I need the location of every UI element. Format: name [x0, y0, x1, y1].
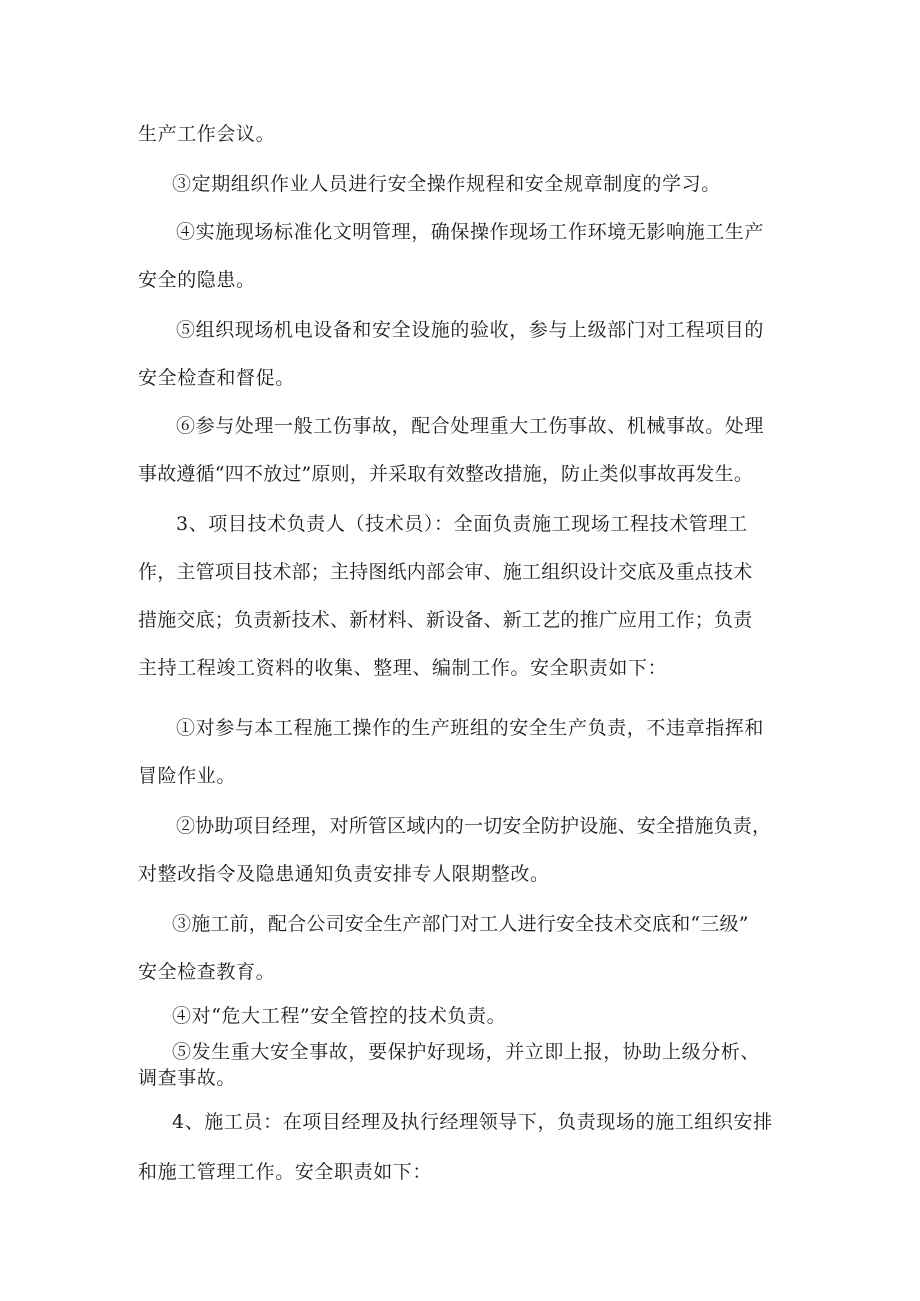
text-line: 措施交底；负责新技术、新材料、新设备、新工艺的推广应用工作；负责 — [138, 609, 753, 631]
text-line: ③定期组织作业人员进行安全操作规程和安全规章制度的学习。 — [172, 173, 721, 195]
text-line: 调查事故。 — [138, 1067, 237, 1089]
text-line: ④对“危大工程”安全管控的技术负责。 — [172, 1005, 507, 1027]
text-line: 4、施工员：在项目经理及执行经理领导下，负责现场的施工组织安排 — [172, 1111, 773, 1133]
text-line: 对整改指令及隐患通知负责安排专人限期整改。 — [138, 863, 550, 885]
text-line: 主持工程竣工资料的收集、整理、编制工作。安全职责如下： — [138, 657, 668, 679]
text-line: 事故遵循“四不放过”原则，并采取有效整改措施，防止类似事故再发生。 — [138, 463, 754, 485]
text-line: ⑥参与处理一般工伤事故，配合处理重大工伤事故、机械事故。处理 — [176, 415, 765, 437]
text-line: ④实施现场标准化文明管理，确保操作现场工作环境无影响施工生产 — [176, 221, 765, 243]
text-line: ①对参与本工程施工操作的生产班组的安全生产负责，不违章指挥和 — [176, 717, 765, 739]
text-line: 3、项目技术负责人（技术员）：全面负责施工现场工程技术管理工 — [176, 513, 748, 535]
text-line: ⑤组织现场机电设备和安全设施的验收，参与上级部门对工程项目的 — [176, 319, 765, 341]
text-line: ③施工前，配合公司安全生产部门对工人进行安全技术交底和“三级” — [172, 913, 749, 935]
text-line: 安全检查和督促。 — [138, 367, 295, 389]
text-line: ②协助项目经理，对所管区域内的一切安全防护设施、安全措施负责， — [176, 815, 772, 837]
text-line: 生产工作会议。 — [138, 123, 276, 145]
text-line: ⑤发生重大安全事故，要保护好现场，并立即上报，协助上级分析、 — [172, 1041, 761, 1063]
text-line: 冒险作业。 — [138, 765, 237, 787]
text-line: 作，主管项目技术部；主持图纸内部会审、施工组织设计交底及重点技术 — [138, 561, 753, 583]
text-line: 安全检查教育。 — [138, 961, 276, 983]
text-line: 安全的隐患。 — [138, 269, 256, 291]
text-line: 和施工管理工作。安全职责如下： — [138, 1161, 433, 1183]
